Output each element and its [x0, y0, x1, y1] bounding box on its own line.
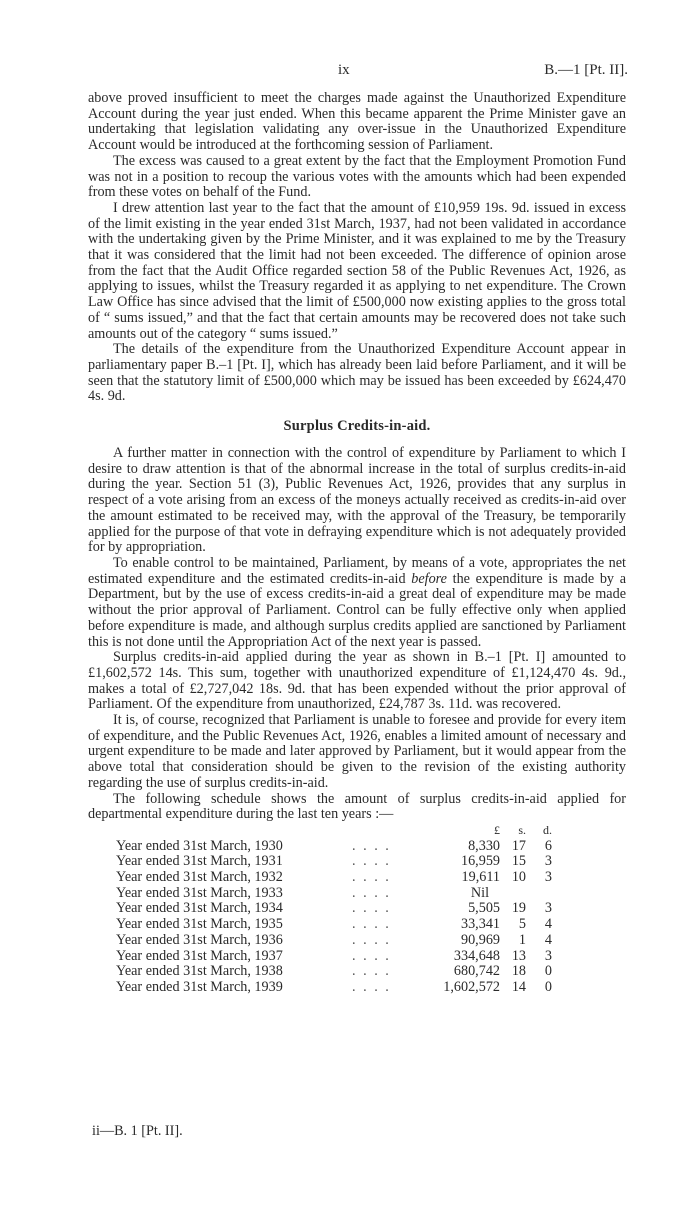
dot-leader: . . . . [352, 900, 391, 917]
amount-pounds: 90,969 [460, 931, 500, 948]
schedule-row [116, 839, 552, 855]
year-label: Year ended 31st March, 1931 [116, 853, 283, 870]
dot-leader: . . . . [352, 853, 391, 870]
amount-shillings: 5 [518, 916, 526, 933]
paragraph: The following schedule shows the amount of surplus credits-in-aid applied for departmental expenditure during the last ten years :— [88, 790, 626, 823]
section-heading: Surplus Credits-in-aid. [283, 418, 431, 435]
year-label: Year ended 31st March, 1934 [116, 900, 283, 917]
emphasis-text: before [411, 570, 447, 587]
amount-pence: 0 [544, 963, 552, 980]
amount-pounds: 16,959 [460, 853, 500, 870]
schedule-row [116, 933, 552, 949]
year-label: Year ended 31st March, 1933 [116, 884, 283, 901]
dot-leader: . . . . [352, 931, 391, 948]
paragraph: The details of the expenditure from the Unauthorized Expenditure Account appear in parliamentary paper B.–1 [Pt. I], which has already been laid before Parliament, and it will be seen that the statutory limit of £500,000 which may be issued has been exceeded by £624,470 4s. 9d. [88, 341, 626, 405]
schedule-row [116, 901, 552, 917]
shillings-unit: s. [518, 822, 526, 837]
amount-pence: 6 [544, 837, 552, 854]
schedule-row [116, 964, 552, 980]
amount-shillings: 18 [511, 963, 526, 980]
amount-pence: 3 [544, 869, 552, 886]
amount-nil: Nil [470, 884, 490, 901]
year-label: Year ended 31st March, 1936 [116, 931, 283, 948]
schedule-row [116, 980, 552, 996]
paragraph-text: To enable control to be maintained, Parliament, by means of a vote, appropriates the net estimated expenditure and the estimated credits-in-aid [88, 554, 626, 587]
paragraph: A further matter in connection with the control of expenditure by Parliament to which I desire to draw attention is that of the abnormal increase in the total of surplus credits-in-aid during the year. Section 51 (3), Public Revenues Act, 1926, provides that any surplus in respect of a vote arising from an excess of the moneys actually received as credits-in-aid over the amount estimated to be received may, with the approval of the Treasury, be temporarily applied for the purpose of that vote in defraying expenditure which is not adequately provided for by appropriation. [88, 445, 626, 556]
schedule-row [116, 949, 552, 965]
amount-shillings: 13 [511, 947, 526, 964]
amount-pounds: 8,330 [468, 837, 500, 854]
amount-shillings: 19 [511, 900, 526, 917]
amount-pounds: 680,742 [453, 963, 500, 980]
schedule-table [116, 823, 552, 996]
paragraph-text: the expenditure is made by a Department, but by the use of excess credits-in-aid a great deal of expenditure may be made without the prior approval of Parliament. Control can be fully effective only when applied before expenditure is made, and although surplus credits applied are sanctioned by Parliament this is not done until the Appropriation Act of the next year is passed. [88, 570, 626, 650]
year-label: Year ended 31st March, 1938 [116, 963, 283, 980]
dot-leader: . . . . [352, 947, 391, 964]
paragraph: Surplus credits-in-aid applied during the year as shown in B.–1 [Pt. I] amounted to £1,602,572 14s. This sum, together with unauthorized expenditure of £1,124,470 4s. 9d., makes a total of £2,727,042 18s. 9d. that has been expended without the prior approval of Parliament. Of the expenditure from unauthorized, £24,787 3s. 11d. was recovered. [88, 649, 626, 713]
dot-leader: . . . . [352, 916, 391, 933]
pounds-unit: £ [494, 822, 500, 837]
amount-pounds: 334,648 [453, 947, 500, 964]
schedule-units-row [116, 823, 552, 839]
amount-pence: 3 [544, 947, 552, 964]
pence-unit: d. [543, 822, 552, 837]
schedule-row [116, 870, 552, 886]
dot-leader: . . . . [352, 963, 391, 980]
amount-pounds: 19,611 [461, 869, 500, 886]
year-label: Year ended 31st March, 1935 [116, 916, 283, 933]
year-label: Year ended 31st March, 1930 [116, 837, 283, 854]
schedule-row [116, 886, 552, 902]
amount-pence: 4 [544, 931, 552, 948]
amount-pounds: 1,602,572 [443, 978, 500, 995]
page-header [0, 62, 700, 82]
amount-shillings: 10 [511, 869, 526, 886]
dot-leader: . . . . [352, 978, 391, 995]
page-body [88, 91, 626, 996]
page-number: ix [338, 62, 350, 78]
paragraph: I drew attention last year to the fact that the amount of £10,959 19s. 9d. issued in excess of the limit existing in the year ended 31st March, 1937, had not been validated in accordance with the undertaking given by the Prime Minister, and it was explained to me by the Treasury that it was considered that the limit had not been exceeded. The difference of opinion arose from the fact that the Audit Office regarded section 58 of the Public Revenues Act, 1926, as applying to issues, whilst the Treasury regarded it as applying to net expenditure. The Crown Law Office has since advised that the limit of £500,000 now existing applies to the gross total of “ sums issued,” and that the fact that certain amounts may be recovered does not take such amounts out of the category “ sums issued.” [88, 199, 626, 342]
paragraph [88, 556, 626, 650]
amount-pence: 3 [544, 900, 552, 917]
paragraph: The excess was caused to a great extent by the fact that the Employment Promotion Fund was not in a position to recoup the various votes with the amounts which had been expended from these votes on behalf of the Fund. [88, 152, 626, 201]
amount-shillings: 15 [511, 853, 526, 870]
schedule-row [116, 917, 552, 933]
dot-leader: . . . . [352, 884, 391, 901]
dot-leader: . . . . [352, 837, 391, 854]
amount-pounds: 5,505 [468, 900, 500, 917]
paragraph: It is, of course, recognized that Parliament is unable to foresee and provide for every item of expenditure, and the Public Revenues Act, 1926, enables a limited amount of necessary and urgent expenditure to be made and later approved by Parliament, but it would appear from the above total that consideration should be given to the revision of the existing authority regarding the use of surplus credits-in-aid. [88, 712, 626, 791]
amount-shillings: 17 [511, 837, 526, 854]
schedule [88, 823, 626, 996]
schedule-row [116, 854, 552, 870]
amount-pounds: 33,341 [460, 916, 500, 933]
amount-pence: 3 [544, 853, 552, 870]
dot-leader: . . . . [352, 869, 391, 886]
year-label: Year ended 31st March, 1937 [116, 947, 283, 964]
year-label: Year ended 31st March, 1939 [116, 978, 283, 995]
year-label: Year ended 31st March, 1932 [116, 869, 283, 886]
amount-pence: 0 [544, 978, 552, 995]
document-reference: B.—1 [Pt. II]. [544, 62, 628, 78]
paragraph: above proved insufficient to meet the charges made against the Unauthorized Expenditure Account during the year just ended. When this became apparent the Prime Minister gave an undertaking that legislation validating any over-issue in the Unauthorized Expenditure Account would be introduced at the forthcoming session of Parliament. [88, 90, 626, 154]
amount-pence: 4 [544, 916, 552, 933]
amount-shillings: 1 [518, 931, 526, 948]
page-footer: ii—B. 1 [Pt. II]. [92, 1123, 183, 1139]
amount-shillings: 14 [511, 978, 526, 995]
